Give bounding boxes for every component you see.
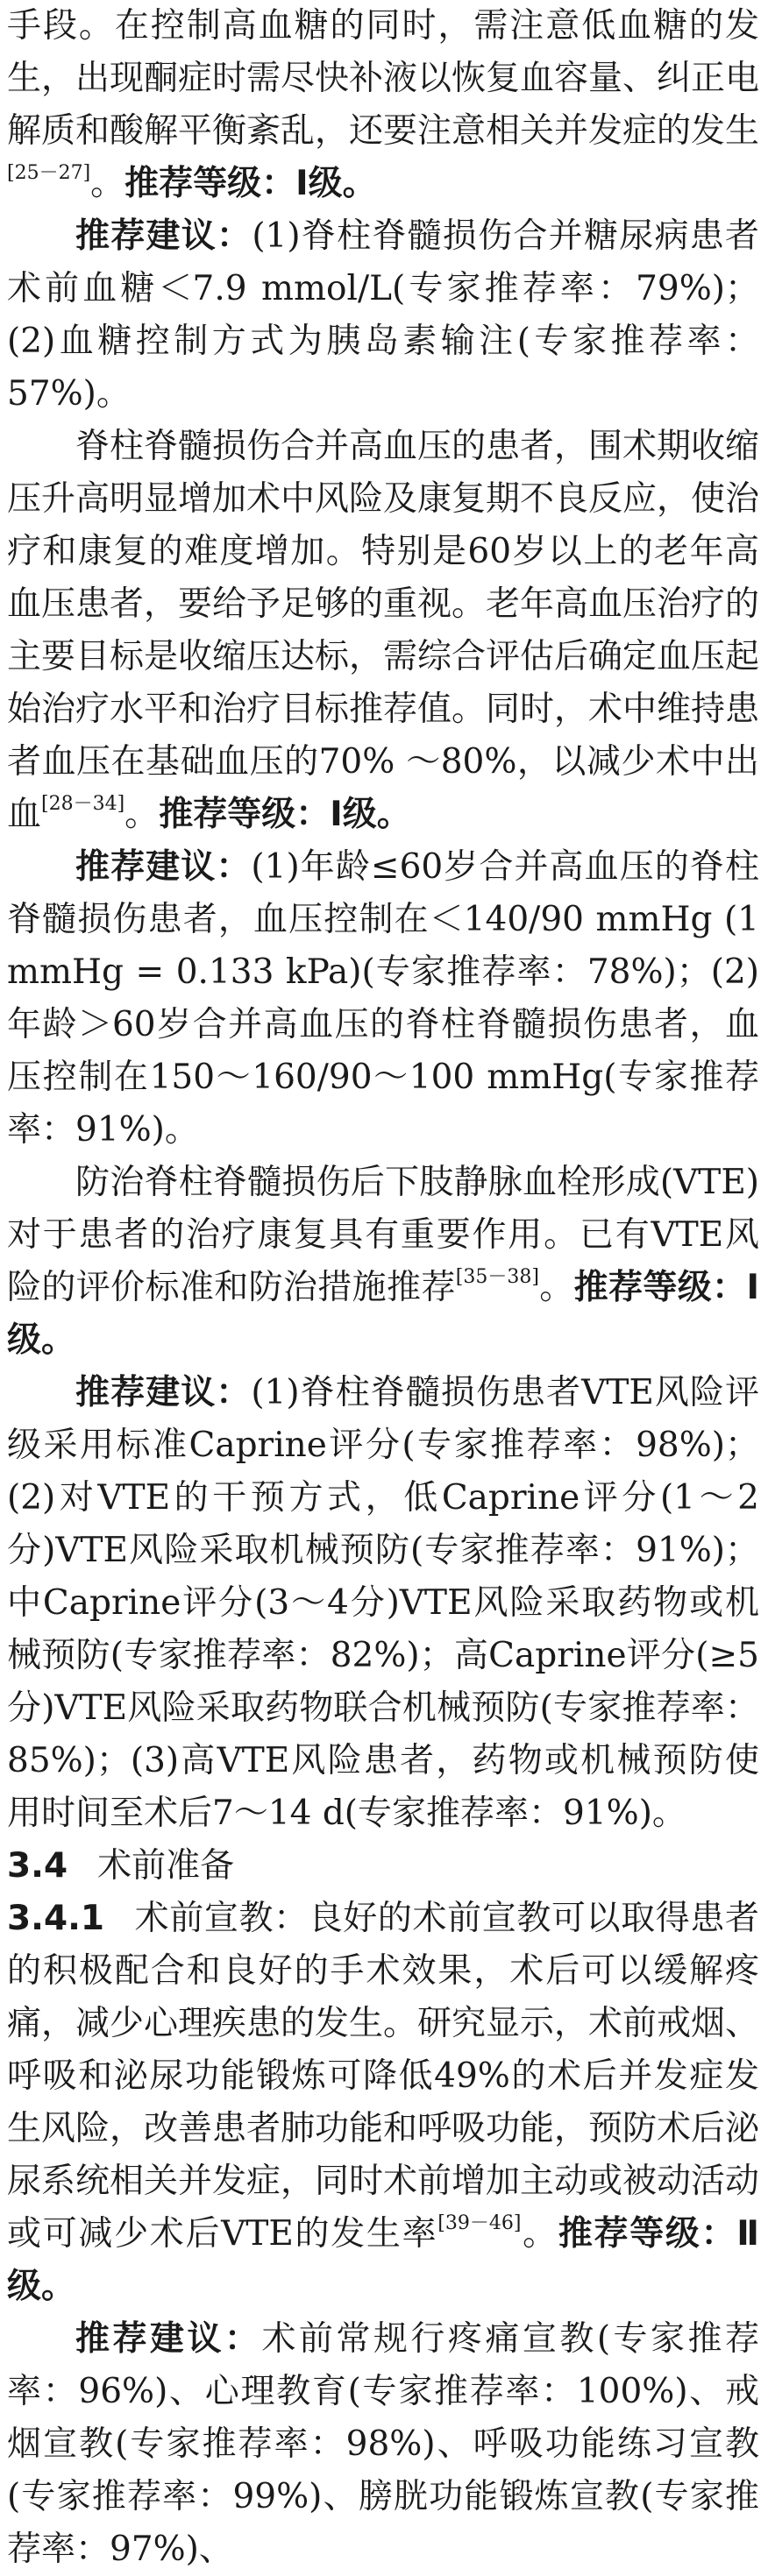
recommendation-diabetes (7, 210, 759, 421)
citation-ref: [28－34] (41, 793, 125, 815)
recommendation-preop-education (7, 2313, 759, 2576)
subsection-text: 术前宣教：良好的术前宣教可以取得患者的积极配合和良好的手术效果，术后可以缓解疼痛，减少心理疾患的发生。研究显示，术前戒烟、呼吸和泌尿功能锻炼可降低49%的术后并发症发生风险，改善患者肺功能和呼吸功能，预防术后泌尿系统相关并发症，同时术前增加主动或被动活动或可减少术后VTE的发生率 (7, 1899, 760, 2254)
recommendation-grade: 推荐等级：Ⅰ级。 (159, 795, 411, 834)
recommendation-hypertension (7, 841, 759, 1157)
paragraph-tail: 。 (124, 795, 160, 834)
recommendation-text: (1)脊柱脊髓损伤合并糖尿病患者术前血糖＜7.9 mmol/L(专家推荐率：79%)；(2)血糖控制方式为胰岛素输注(专家推荐率：57%)。 (7, 216, 759, 414)
paragraph-text: 脊柱脊髓损伤合并高血压的患者，围术期收缩压升高明显增加术中风险及康复期不良反应，使治疗和康复的难度增加。特别是60岁以上的老年高血压患者，要给予足够的重视。老年高血压治疗的主要目标是收缩压达标，需综合评估后确定血压起始治疗水平和治疗目标推荐值。同时，术中维持患者血压在基础血压的70% ～80%，以减少术中出血 (7, 427, 760, 834)
citation-ref: [25－27] (7, 162, 91, 184)
recommendation-lead: 推荐建议： (75, 1373, 252, 1412)
paragraph-tail: 。 (538, 1268, 574, 1307)
recommendation-text: (1)脊柱脊髓损伤患者VTE风险评级采用标准Caprine评分(专家推荐率：98%)；(2)对VTE的干预方式，低Caprine评分(1～2分)VTE风险采取机械预防(专家推荐率：91%)；中Caprine评分(3～4分)VTE风险采取药物或机械预防(专家推荐率：82%)；高Caprine评分(≥5分)VTE风险采取药物联合机械预防(专家推荐率：85%)；(3)高VTE风险患者，药物或机械预防使用时间至术后7～14 d(专家推荐率：91%)。 (7, 1373, 759, 1833)
subsection-number: 3.4.1 (7, 1899, 105, 1938)
paragraph-tail: 。 (90, 164, 125, 203)
recommendation-lead: 推荐建议： (75, 847, 252, 887)
recommendation-lead: 推荐建议： (75, 216, 252, 256)
subsection-preop-education (7, 1893, 759, 2313)
recommendation-vte (7, 1367, 759, 1840)
paragraph-vte (7, 1157, 759, 1367)
paragraph-hypertension (7, 421, 759, 841)
citation-ref: [39－46] (437, 2212, 522, 2234)
section-heading (7, 1840, 759, 1893)
paragraph-text: 手段。在控制高血糖的同时，需注意低血糖的发生，出现酮症时需尽快补液以恢复血容量、纠正电解质和酸解平衡紊乱，还要注意相关并发症的发生 (7, 6, 760, 151)
recommendation-grade: 推荐等级：Ⅱ级。 (7, 2214, 759, 2306)
recommendation-text: (1)年龄≤60岁合并高血压的脊柱脊髓损伤患者，血压控制在＜140/90 mmHg (1 mmHg = 0.133 kPa)(专家推荐率：78%)；(2)年龄＞60岁合并高血压的脊柱脊髓损伤患者，血压控制在150～160/90～100 mmHg(专家推荐率：91%)。 (7, 847, 759, 1150)
recommendation-grade: 推荐等级：Ⅰ级。 (7, 1268, 759, 1360)
section-number: 3.4 (7, 1846, 68, 1886)
section-title: 术前准备 (97, 1846, 235, 1886)
paragraph-text: 防治脊柱脊髓损伤后下肢静脉血栓形成(VTE)对于患者的治疗康复具有重要作用。已有VTE风险的评价标准和防治措施推荐 (7, 1163, 759, 1307)
paragraph-glycemic-control (7, 0, 759, 210)
recommendation-text: 术前常规行疼痛宣教(专家推荐率：96%)、心理教育(专家推荐率：100%)、戒烟宣教(专家推荐率：98%)、呼吸功能练习宣教(专家推荐率：99%)、膀胱功能锻炼宣教(专家推荐率：97%)、 (7, 2319, 759, 2569)
subsection-tail: 。 (521, 2214, 558, 2254)
citation-ref: [35－38] (455, 1266, 539, 1288)
recommendation-grade: 推荐等级：Ⅰ级。 (124, 164, 377, 203)
recommendation-lead: 推荐建议： (75, 2319, 262, 2359)
